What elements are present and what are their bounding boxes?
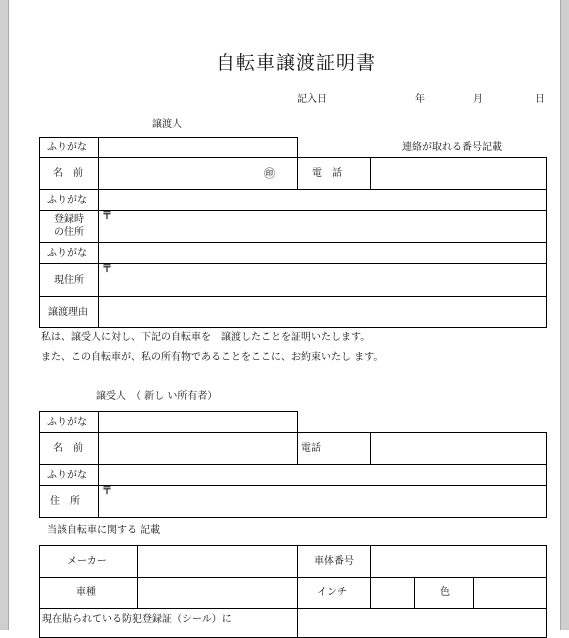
registered-furigana-label-cell: [39, 189, 99, 211]
current-address-label: 現住所: [54, 275, 84, 286]
frame-number-field[interactable]: [370, 545, 547, 578]
sticker-field[interactable]: [297, 608, 547, 638]
transferee-address-furigana-label-cell: [39, 464, 99, 486]
transferee-address-field[interactable]: [98, 485, 547, 518]
inch-label-cell: [297, 577, 371, 609]
transferor-phone-field[interactable]: [370, 157, 547, 190]
maker-label-cell: [39, 545, 138, 578]
postal-mark-icon: 〒: [102, 211, 112, 222]
current-furigana-label-cell: [39, 242, 99, 264]
date-year-label: 年: [415, 94, 425, 105]
registered-furigana-label: ふりがな: [47, 195, 87, 206]
viewer-right-margin: [560, 0, 569, 630]
document-title: 自転車譲渡証明書: [216, 52, 377, 74]
maker-field[interactable]: [137, 545, 298, 578]
transferor-heading: 譲渡人: [152, 119, 182, 130]
transferor-furigana-label-cell: [39, 137, 99, 158]
reason-label-cell: [39, 296, 99, 328]
transferee-address-label-cell: [39, 485, 99, 518]
registered-address-label-cell: [39, 210, 99, 243]
registered-address-field[interactable]: [98, 210, 547, 243]
postal-mark-icon: 〒: [102, 264, 112, 275]
transferee-name-field[interactable]: [98, 432, 298, 465]
bicycle-heading: 当該自転車に関する 記載: [47, 525, 161, 536]
registered-address-label-line1: 登録時: [54, 214, 84, 225]
transferee-furigana-label-cell: [39, 411, 99, 433]
registered-address-label-line2: の住所: [54, 227, 84, 238]
current-furigana-field[interactable]: [98, 242, 547, 264]
inch-field[interactable]: [370, 577, 415, 609]
color-label: 色: [440, 587, 450, 598]
type-label-cell: [39, 577, 138, 609]
current-address-label-cell: [39, 263, 99, 297]
date-day-label: 日: [535, 94, 545, 105]
transferee-phone-label: 電話: [301, 443, 321, 454]
date-label: 記入日: [297, 94, 327, 105]
sticker-label: 現在貼られている防犯登録証（シール）に: [42, 614, 232, 625]
sticker-label-cell: [39, 608, 298, 638]
transferee-name-label-cell: [39, 432, 99, 465]
transferor-furigana-field[interactable]: [98, 137, 298, 158]
transferee-phone-field[interactable]: [370, 432, 547, 465]
transferor-phone-label: 電 話: [312, 168, 342, 179]
transferee-phone-label-cell: [297, 432, 371, 465]
frame-number-label: 車体番号: [314, 556, 354, 567]
maker-label: メーカー: [67, 556, 107, 567]
transferee-name-label: 名 前: [53, 443, 83, 454]
color-field[interactable]: [473, 577, 547, 609]
statement-line-1: 私は、譲受人に対し、下記の自転車を 譲渡したことを証明いたします。: [41, 332, 371, 343]
statement-line-2: また、この自転車が、私の所有物であることをここに、お約束いたし ます。: [41, 352, 384, 363]
contact-note: 連絡が取れる番号記載: [402, 142, 502, 153]
reason-field[interactable]: [98, 296, 547, 328]
inch-label: インチ: [317, 587, 347, 598]
current-address-field[interactable]: [98, 263, 547, 297]
transferor-name-field[interactable]: [98, 157, 298, 190]
transferor-name-label: 名 前: [53, 168, 83, 179]
transferee-furigana-label: ふりがな: [47, 417, 87, 428]
type-label: 車種: [76, 587, 96, 598]
transferee-address-furigana-label: ふりがな: [47, 470, 87, 481]
transferor-furigana-label: ふりがな: [47, 142, 87, 153]
reason-label: 譲渡理由: [48, 307, 88, 318]
seal-mark: ㊞: [264, 167, 275, 180]
transferor-phone-label-cell: [297, 157, 371, 190]
transferor-name-label-cell: [39, 157, 99, 190]
viewer-left-margin: [0, 0, 9, 630]
postal-mark-icon: 〒: [102, 486, 112, 497]
current-furigana-label: ふりがな: [47, 248, 87, 259]
type-field[interactable]: [137, 577, 298, 609]
transferee-address-furigana-field[interactable]: [98, 464, 547, 486]
color-label-cell: [414, 577, 474, 609]
frame-number-label-cell: [297, 545, 371, 578]
transferee-furigana-field[interactable]: [98, 411, 298, 433]
registered-furigana-field[interactable]: [98, 189, 547, 211]
transferee-heading: 譲受人 （ 新し い所有者）: [96, 391, 218, 402]
date-month-label: 月: [473, 94, 483, 105]
transferee-address-label: 住 所: [50, 496, 80, 507]
